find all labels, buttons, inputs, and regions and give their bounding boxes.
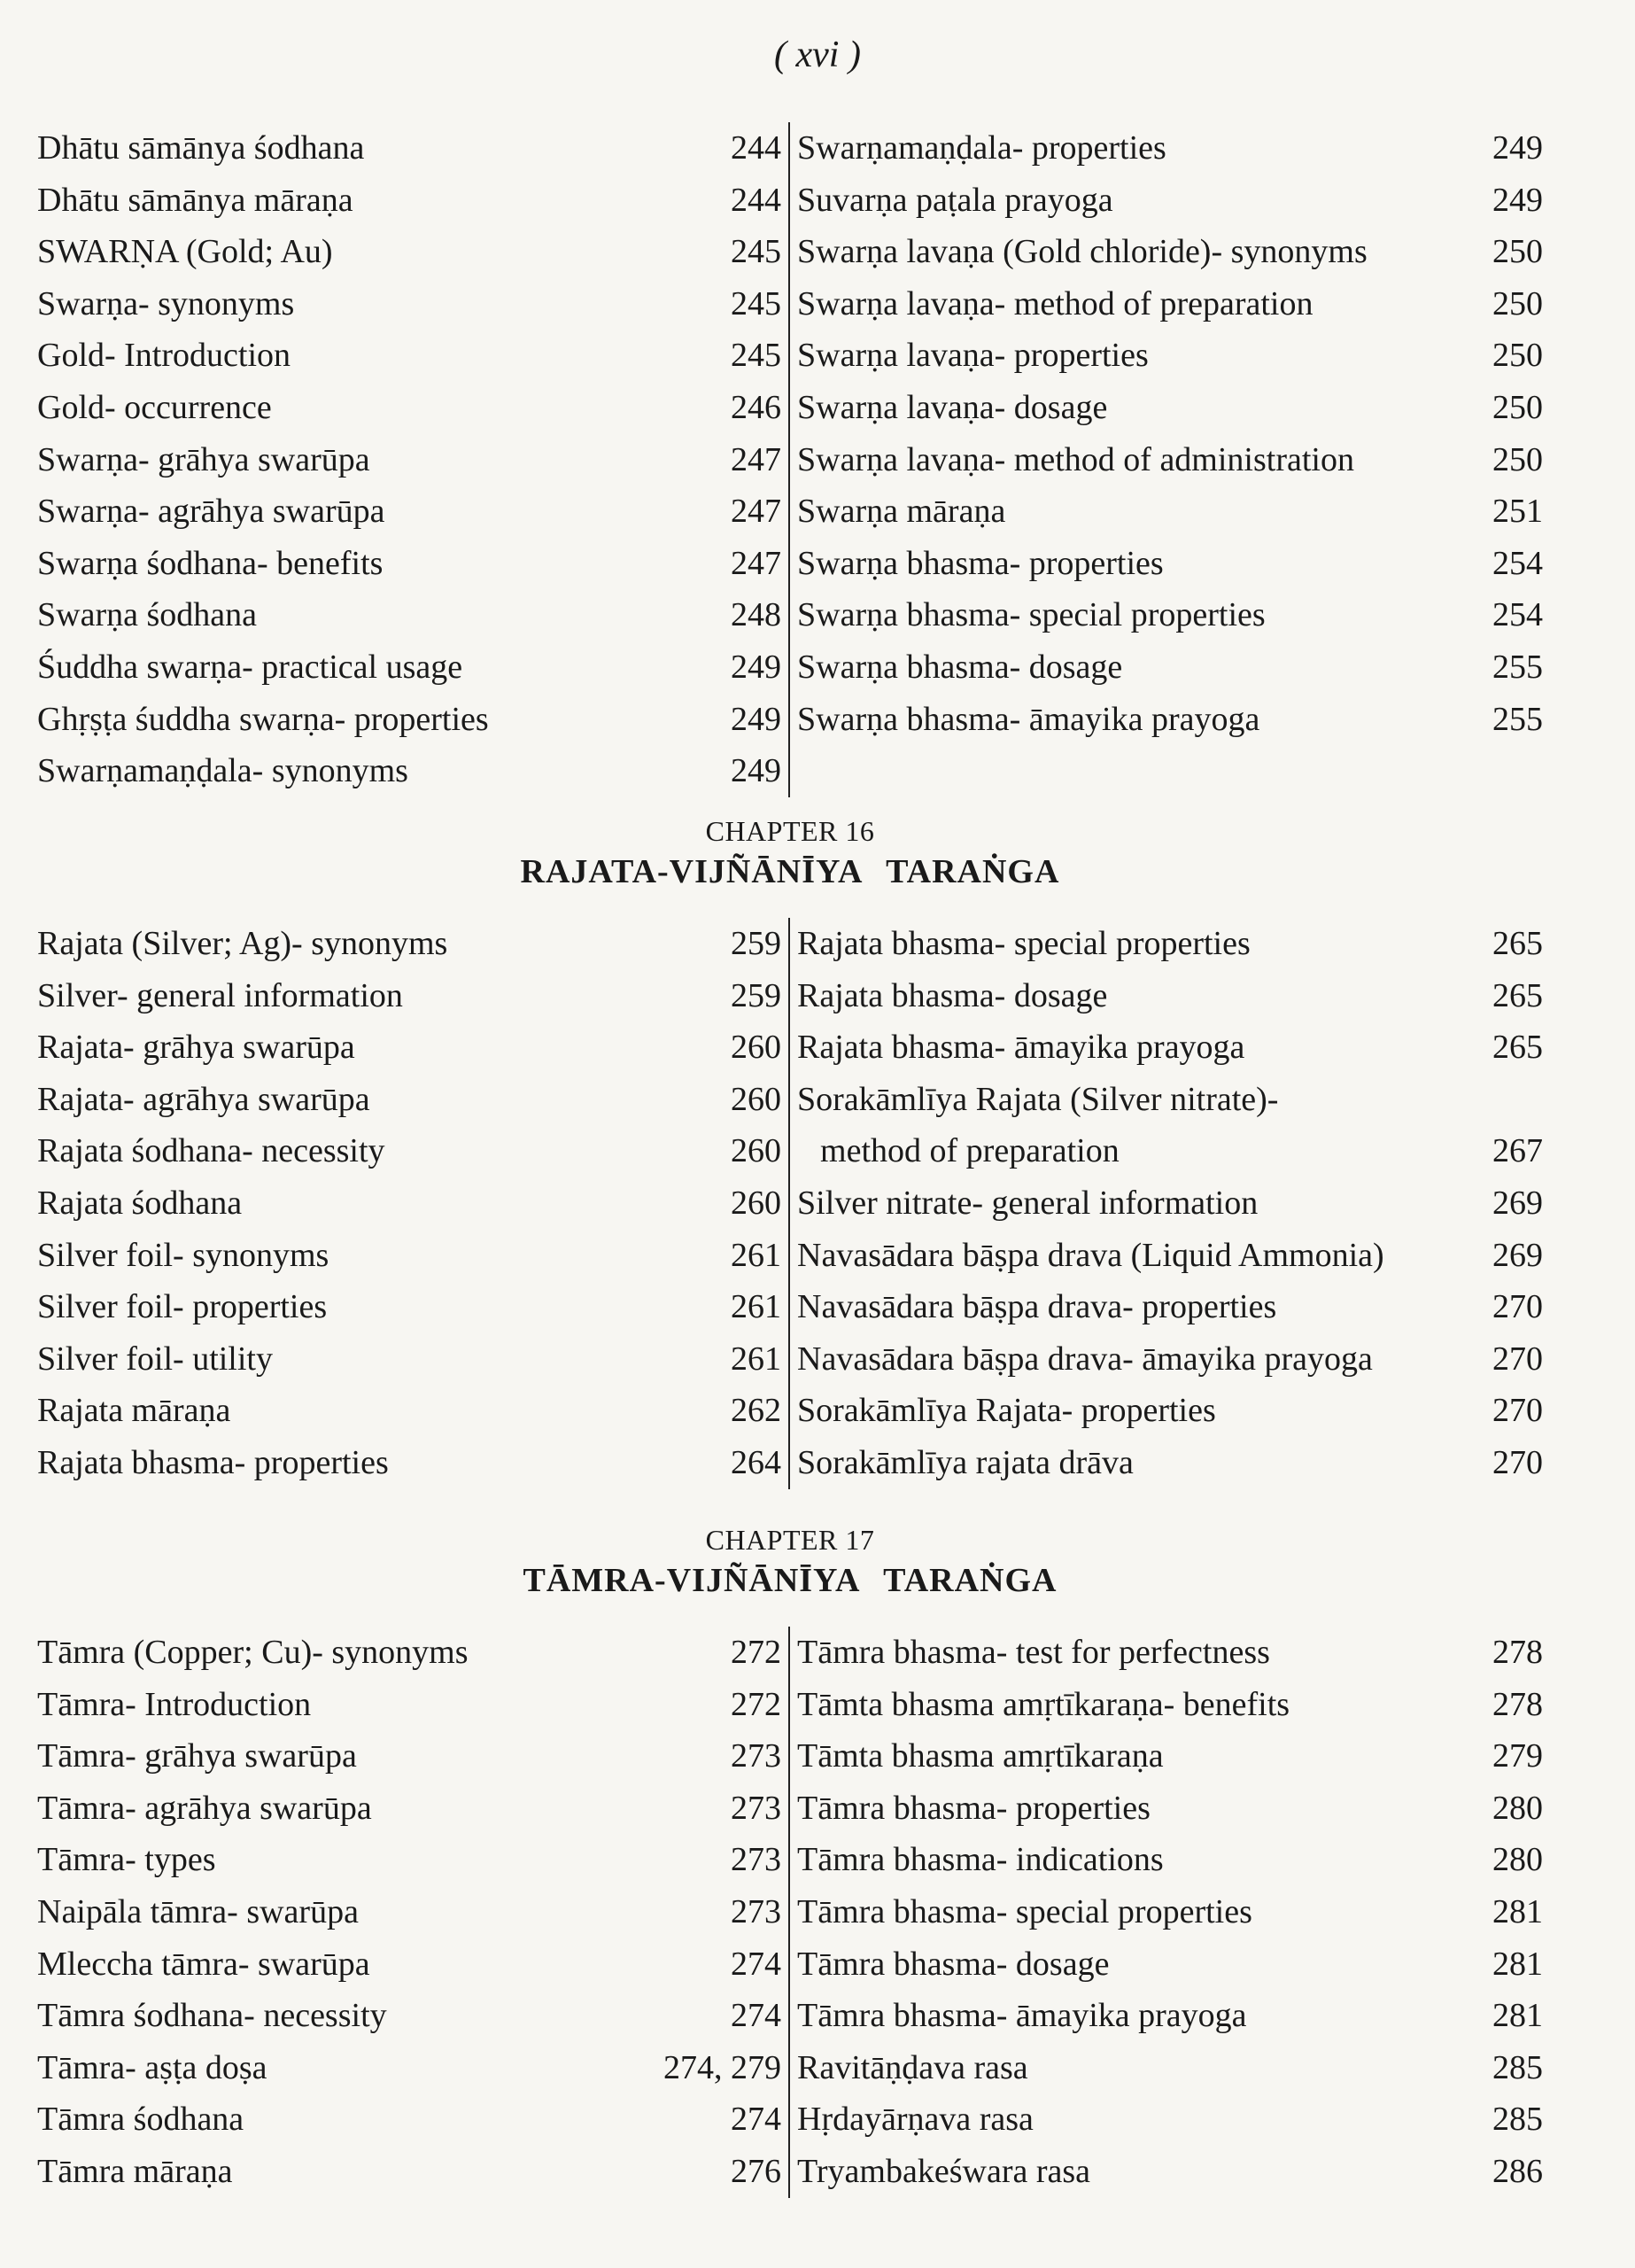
- toc-entry-title: Suvarṇa paṭala prayoga: [797, 181, 1113, 219]
- toc-entry-title: Rajata bhasma- dosage: [797, 976, 1108, 1014]
- toc-entry: [797, 589, 1543, 641]
- toc-entry: [37, 1783, 781, 1835]
- toc-entry: [37, 122, 781, 175]
- toc-entry-page: 250: [1492, 440, 1543, 478]
- toc-entry-title: Silver foil- utility: [37, 1340, 273, 1378]
- toc-entry: [797, 1783, 1543, 1835]
- toc-entry: [37, 1281, 781, 1333]
- toc-entry-title: Tāmra bhasma- properties: [797, 1789, 1151, 1827]
- toc-entry: [37, 1333, 781, 1386]
- toc-entry: [37, 1385, 781, 1437]
- toc-section-chapter-17: [37, 1522, 1543, 2198]
- toc-entry: [37, 1230, 781, 1282]
- toc-entry-page: 255: [1492, 700, 1543, 738]
- toc-entry: [37, 538, 781, 590]
- toc-entry: [37, 175, 781, 227]
- toc-entry: [797, 434, 1543, 486]
- toc-entry-page: 279: [1492, 1737, 1543, 1775]
- toc-entry-page: 274: [731, 1997, 782, 2035]
- toc-left-column: [37, 122, 790, 797]
- toc-entry-page: 270: [1492, 1443, 1543, 1481]
- toc-entry-title: Swarṇa lavaṇa- dosage: [797, 388, 1108, 426]
- toc-entry-page: 259: [731, 925, 782, 962]
- toc-entry: [37, 970, 781, 1022]
- toc-entry-title: Rajata śodhana- necessity: [37, 1132, 385, 1170]
- toc-entry-page: 255: [1492, 648, 1543, 686]
- toc-entry-page: 274, 279: [663, 2048, 782, 2086]
- toc-entry: [37, 918, 781, 970]
- toc-entry-page: 249: [1492, 129, 1543, 167]
- toc-entry: [797, 1125, 1543, 1177]
- toc-entry: [37, 1886, 781, 1938]
- toc-entry: [37, 589, 781, 641]
- toc-entry: [797, 122, 1543, 175]
- toc-entry-page: 250: [1492, 337, 1543, 375]
- toc-entry-title: Hṛdayārṇava rasa: [797, 2101, 1034, 2139]
- toc-entry-title: Swarṇa śodhana: [37, 596, 257, 634]
- toc-entry: [797, 1730, 1543, 1783]
- toc-entry-page: 260: [731, 1029, 782, 1067]
- toc-entry-title: Rajata māraṇa: [37, 1392, 231, 1430]
- toc-entry-title: Swarṇa lavaṇa- method of preparation: [797, 284, 1313, 322]
- toc-entry: [797, 175, 1543, 227]
- toc-entry-title: Tāmra bhasma- dosage: [797, 1945, 1110, 1983]
- toc-entry-page: 251: [1492, 493, 1543, 531]
- toc-entry-title: Rajata- agrāhya swarūpa: [37, 1080, 370, 1118]
- toc-entry-title: Gold- Introduction: [37, 337, 291, 375]
- toc-entry-page: 245: [731, 284, 782, 322]
- toc-entry: [37, 1177, 781, 1230]
- chapter-title: RAJATA-VIJÑĀNĪYA TARAṄGA: [520, 853, 1060, 890]
- toc-entry-title: Tāmra- Introduction: [37, 1685, 312, 1723]
- toc-entry-title: Navasādara bāṣpa drava- properties: [797, 1288, 1277, 1326]
- toc-entry-title: Tryambakeśwara rasa: [797, 2152, 1091, 2190]
- chapter-label: CHAPTER 17: [705, 1524, 875, 1556]
- toc-entry-page: 278: [1492, 1685, 1543, 1723]
- toc-entry: [797, 2042, 1543, 2094]
- toc-entry-page: 247: [731, 544, 782, 582]
- toc-entry: [37, 2042, 781, 2094]
- toc-entry-title: Mleccha tāmra- swarūpa: [37, 1945, 370, 1983]
- toc-entry-title: Tāmra bhasma- test for perfectness: [797, 1634, 1270, 1671]
- toc-entry: [797, 1333, 1543, 1386]
- toc-columns: [37, 122, 1543, 797]
- toc-entry-page: 273: [731, 1841, 782, 1879]
- toc-entry-page: 270: [1492, 1392, 1543, 1430]
- toc-entry-page: 244: [731, 129, 782, 167]
- toc-entry: [37, 330, 781, 382]
- toc-entry: [37, 1125, 781, 1177]
- toc-entry-page: 265: [1492, 976, 1543, 1014]
- toc-entry-title: Tāmra- agrāhya swarūpa: [37, 1789, 372, 1827]
- toc-entry: [37, 745, 781, 797]
- toc-entry-page: 285: [1492, 2101, 1543, 2139]
- toc-entry-title: Swarṇa bhasma- āmayika prayoga: [797, 700, 1260, 738]
- toc-entry: [37, 1437, 781, 1489]
- toc-entry: [797, 694, 1543, 746]
- toc-right-column: [790, 122, 1543, 797]
- toc-entry: [797, 1281, 1543, 1333]
- toc-entry-page: 260: [731, 1080, 782, 1118]
- toc-entry-page: 272: [731, 1685, 782, 1723]
- toc-entry-page: 276: [731, 2152, 782, 2190]
- toc-entry-title: Tāmra bhasma- āmayika prayoga: [797, 1997, 1247, 2035]
- toc-entry: [797, 1886, 1543, 1938]
- toc-entry-title: Rajata bhasma- āmayika prayoga: [797, 1029, 1245, 1067]
- toc-entry-page: 273: [731, 1892, 782, 1930]
- toc-entry: [797, 1177, 1543, 1230]
- toc-entry: [797, 1938, 1543, 1991]
- toc-entry: [797, 1021, 1543, 1074]
- toc-entry-title: Silver- general information: [37, 976, 403, 1014]
- toc-left-column: [37, 1627, 790, 2198]
- toc-entry-page: 248: [731, 596, 782, 634]
- toc-entry-page: 249: [731, 752, 782, 790]
- toc-right-column: [790, 918, 1543, 1489]
- toc-entry: [37, 278, 781, 330]
- toc-entry: [797, 278, 1543, 330]
- toc-entry: [37, 485, 781, 538]
- toc-section-chapter-15: [37, 122, 1543, 797]
- toc-entry-title: Rajata bhasma- properties: [37, 1443, 389, 1481]
- toc-entry-page: 274: [731, 2101, 782, 2139]
- toc-entry-page: 280: [1492, 1841, 1543, 1879]
- toc-entry-page: 246: [731, 388, 782, 426]
- toc-entry-page: 247: [731, 440, 782, 478]
- toc-entry: [37, 382, 781, 434]
- toc-entry: [797, 1437, 1543, 1489]
- toc-entry: [797, 2146, 1543, 2198]
- toc-entry-title: Swarṇa māraṇa: [797, 493, 1006, 531]
- toc-entry-title: Sorakāmlīya Rajata (Silver nitrate)-: [797, 1080, 1279, 1118]
- toc-entry: [37, 1627, 781, 1679]
- toc-entry-title: Tāmra bhasma- special properties: [797, 1892, 1252, 1930]
- toc-entry: [37, 694, 781, 746]
- toc-entry-page: 260: [731, 1132, 782, 1170]
- toc-entry-title: Gold- occurrence: [37, 388, 272, 426]
- toc-entry: [797, 2093, 1543, 2146]
- toc-entry-title: Swarṇa bhasma- dosage: [797, 648, 1123, 686]
- toc-entry-page: 250: [1492, 388, 1543, 426]
- toc-entry-title: Silver foil- properties: [37, 1288, 328, 1326]
- toc-entry-page: 281: [1492, 1892, 1543, 1930]
- toc-entry: [797, 1230, 1543, 1282]
- toc-entry-title: Swarṇa bhasma- special properties: [797, 596, 1266, 634]
- toc-entry: [37, 1021, 781, 1074]
- chapter-label: CHAPTER 16: [705, 815, 875, 847]
- toc-entry: [37, 1679, 781, 1731]
- toc-entry-page: 245: [731, 233, 782, 271]
- toc-entry: [37, 641, 781, 694]
- toc-entry: [797, 641, 1543, 694]
- toc-entry-page: 261: [731, 1236, 782, 1274]
- toc-entry: [797, 1834, 1543, 1886]
- toc-entry-title: Tāmra śodhana- necessity: [37, 1997, 387, 2035]
- toc-entry-title: Swarṇa- synonyms: [37, 284, 295, 322]
- toc-entry-page: 264: [731, 1443, 782, 1481]
- toc-entry-title: Rajata- grāhya swarūpa: [37, 1029, 355, 1067]
- toc-entry-page: 261: [731, 1340, 782, 1378]
- toc-entry-title: Ghṛṣṭa śuddha swarṇa- properties: [37, 700, 489, 738]
- toc-entry-page: 285: [1492, 2048, 1543, 2086]
- toc-entry-page: 247: [731, 493, 782, 531]
- toc-left-column: [37, 918, 790, 1489]
- toc-entry-title: Swarṇa bhasma- properties: [797, 544, 1164, 582]
- toc-entry-title: Tāmra- types: [37, 1841, 216, 1879]
- toc-entry: [797, 538, 1543, 590]
- toc-entry-page: 269: [1492, 1184, 1543, 1222]
- toc-entry-page: 270: [1492, 1340, 1543, 1378]
- toc-entry-page: 265: [1492, 925, 1543, 962]
- toc-entry: [797, 226, 1543, 278]
- toc-entry: [797, 1385, 1543, 1437]
- toc-entry-page: 273: [731, 1737, 782, 1775]
- toc-entry-title: Navasādara bāṣpa drava- āmayika prayoga: [797, 1340, 1373, 1378]
- toc-entry-title: Rajata śodhana: [37, 1184, 243, 1222]
- toc-entry-title: Swarṇa lavaṇa- properties: [797, 337, 1149, 375]
- toc-entry-title: Silver nitrate- general information: [797, 1184, 1259, 1222]
- toc-entry: [37, 1074, 781, 1126]
- toc-entry-page: 249: [731, 700, 782, 738]
- toc-entry: [37, 2093, 781, 2146]
- toc-entry-title: Śuddha swarṇa- practical usage: [37, 648, 463, 686]
- toc-entry-title: Rajata (Silver; Ag)- synonyms: [37, 925, 448, 962]
- toc-entry-page: 267: [1492, 1132, 1543, 1170]
- toc-entry-title: Swarṇa śodhana- benefits: [37, 544, 384, 582]
- toc-entry-title: Tāmra- grāhya swarūpa: [37, 1737, 357, 1775]
- toc-entry-title: Tāmra (Copper; Cu)- synonyms: [37, 1634, 469, 1671]
- toc-entry-title: Dhātu sāmānya śodhana: [37, 129, 365, 167]
- toc-entry-title: Tāmra- aṣṭa doṣa: [37, 2048, 267, 2086]
- toc-entry-title: Swarṇa lavaṇa- method of administration: [797, 440, 1354, 478]
- toc-entry-page: 274: [731, 1945, 782, 1983]
- toc-entry-title: Tāmta bhasma amṛtīkaraṇa- benefits: [797, 1685, 1290, 1723]
- toc-entry-title: method of preparation: [820, 1132, 1120, 1170]
- page-number: ( xvi ): [774, 35, 861, 75]
- chapter-title: TĀMRA-VIJÑĀNĪYA TARAṄGA: [523, 1562, 1058, 1599]
- toc-entry-page: 272: [731, 1634, 782, 1671]
- toc-entry: [37, 226, 781, 278]
- toc-entry-page: 261: [731, 1288, 782, 1326]
- toc-entry: [37, 1990, 781, 2042]
- toc-entry: [37, 1730, 781, 1783]
- toc-entry: [797, 330, 1543, 382]
- toc-entry-page: 278: [1492, 1634, 1543, 1671]
- toc-entry: [797, 1679, 1543, 1731]
- toc-entry-title: Swarṇamaṇḍala- synonyms: [37, 752, 408, 790]
- toc-entry: [797, 1074, 1543, 1126]
- toc-entry-page: 244: [731, 181, 782, 219]
- toc-entry: [37, 1938, 781, 1991]
- toc-entry-title: Navasādara bāṣpa drava (Liquid Ammonia): [797, 1236, 1384, 1274]
- toc-entry: [797, 1627, 1543, 1679]
- toc-entry-page: 245: [731, 337, 782, 375]
- toc-entry-title: Swarṇa- grāhya swarūpa: [37, 440, 370, 478]
- toc-columns: [37, 1627, 1543, 2198]
- toc-entry-title: SWARṆA (Gold; Au): [37, 233, 333, 271]
- toc-entry-title: Silver foil- synonyms: [37, 1236, 329, 1274]
- toc-entry-page: 249: [1492, 181, 1543, 219]
- toc-entry-page: 286: [1492, 2152, 1543, 2190]
- toc-entry-title: Tāmra śodhana: [37, 2101, 244, 2139]
- toc-entry-page: 254: [1492, 596, 1543, 634]
- toc-entry-page: 249: [731, 648, 782, 686]
- toc-entry: [37, 2146, 781, 2198]
- toc-entry-title: Swarṇa- agrāhya swarūpa: [37, 493, 385, 531]
- toc-entry-page: 250: [1492, 233, 1543, 271]
- toc-entry-title: Tāmra māraṇa: [37, 2152, 233, 2190]
- toc-entry-title: Dhātu sāmānya māraṇa: [37, 181, 353, 219]
- toc-entry-page: 250: [1492, 284, 1543, 322]
- toc-section-chapter-16: [37, 813, 1543, 1489]
- toc-entry: [797, 918, 1543, 970]
- toc-entry-title: Sorakāmlīya Rajata- properties: [797, 1392, 1216, 1430]
- toc-entry-page: 269: [1492, 1236, 1543, 1274]
- toc-columns: [37, 918, 1543, 1489]
- toc-right-column: [790, 1627, 1543, 2198]
- toc-entry: [37, 1834, 781, 1886]
- toc-entry: [797, 485, 1543, 538]
- toc-entry-page: 260: [731, 1184, 782, 1222]
- toc-entry-page: 273: [731, 1789, 782, 1827]
- toc-entry-title: Sorakāmlīya rajata drāva: [797, 1443, 1134, 1481]
- toc-entry: [797, 1990, 1543, 2042]
- toc-entry-title: Tāmra bhasma- indications: [797, 1841, 1164, 1879]
- toc-entry-title: Rajata bhasma- special properties: [797, 925, 1251, 962]
- toc-entry-page: 265: [1492, 1029, 1543, 1067]
- toc-entry-page: 259: [731, 976, 782, 1014]
- toc-entry: [37, 434, 781, 486]
- toc-entry: [797, 970, 1543, 1022]
- toc-entry: [797, 382, 1543, 434]
- toc-entry-page: 281: [1492, 1945, 1543, 1983]
- toc-entry-page: 254: [1492, 544, 1543, 582]
- toc-entry-title: Ravitāṇḍava rasa: [797, 2048, 1028, 2086]
- toc-entry-page: 280: [1492, 1789, 1543, 1827]
- toc-entry-title: Tāmta bhasma amṛtīkaraṇa: [797, 1737, 1164, 1775]
- toc-entry-page: 270: [1492, 1288, 1543, 1326]
- toc-entry-title: Swarṇa lavaṇa (Gold chloride)- synonyms: [797, 233, 1368, 271]
- toc-entry-title: Naipāla tāmra- swarūpa: [37, 1892, 359, 1930]
- toc-entry-page: 262: [731, 1392, 782, 1430]
- toc-entry-title: Swarṇamaṇḍala- properties: [797, 129, 1166, 167]
- toc-entry-page: 281: [1492, 1997, 1543, 2035]
